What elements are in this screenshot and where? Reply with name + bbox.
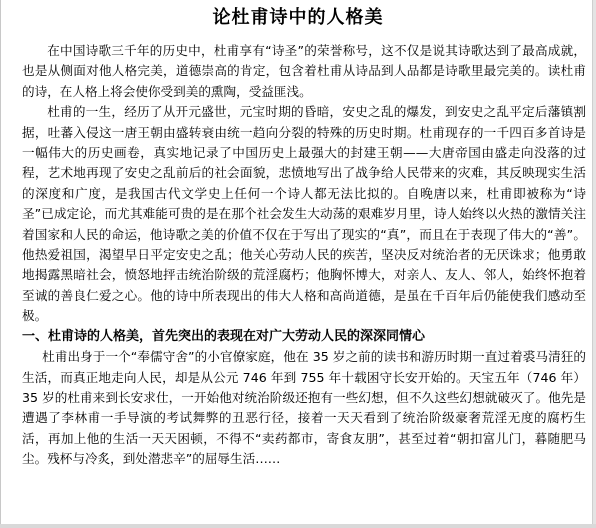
bottom-edge bbox=[0, 524, 596, 528]
life-paragraph: 杜甫的一生，经历了从开元盛世，元宝时期的昏暗，安史之乱的爆发，到安史之乱平定后藩镇割据，吐蕃入侵这一唐王朝由盛转衰由统一趋向分裂的特殊的历史时期。杜甫现存的一千四百多首诗是一幅伟大的历史画卷，真实地记录了中国历史上最强大的封建王朝——大唐帝国由盛走向没落的过程，艺术地再现了安史之乱前后的社会面貌，悲愤地写出了战争给人民带来的灾难，其反映现实生活的深度和广度，是我国古代文学史上任何一个诗人都无法比拟的。自晚唐以来，杜甫即被称为“诗圣”已成定论，而尤其难能可贵的是在那个社会发生大动荡的艰难岁月里，诗人始终以火热的激情关注着国家和人民的命运，他诗歌之美的价值不仅在于写出了现实的“真”，而且在于表现了伟大的“善”。他热爱祖国，渴望早日平定安史之乱；他关心劳动人民的疾苦，坚决反对统治者的无厌诛求；他勇敢地揭露黑暗社会，愤怒地抨击统治阶级的荒淫腐朽；他胸怀博大，对亲人、友人、邻人，始终怀抱着至诚的善良仁爱之心。他的诗中所表现出的伟大人格和高尚道德，是虽在千百年后仍能使我们感动至极。 bbox=[22, 104, 586, 324]
intro-paragraph: 在中国诗歌三千年的历史中，杜甫享有“诗圣”的荣誉称号，这不仅是说其诗歌达到了最高成就，也是从侧面对他人格完美，道德崇高的肯定，包含着杜甫从诗品到人品都是诗歌里最完美的。读杜甫的诗，在人格上将会使你受到美的熏陶，受益匪浅。 bbox=[22, 43, 586, 99]
section-heading: 一、杜甫诗的人格美，首先突出的表现在对广大劳动人民的深深同情心 bbox=[22, 328, 426, 344]
document-body bbox=[22, 41, 586, 470]
section-paragraph: 杜甫出身于一个“奉儒守舍”的小官僚家庭，他在 35 岁之前的读书和游历时期一直过着裘马清狂的生活，而真正地走向人民，却是从公元 746 年到 755 年十载困守长安开始的。天宝五年（746 年）35 岁的杜甫来到长安求仕，一开始他对统治阶级还抱有一些幻想，但不久这些幻想就破灭了。他先是遭遇了李林甫一手导演的考试舞弊的丑恶行径，接着一天天看到了统治阶级豪奢荒淫无度的腐朽生活，再加上他的生活一天天困顿，不得不“卖药都市，寄食友朋”，甚至过着“朝扣富儿门，暮随肥马尘。残杯与冷炙，到处潜悲辛”的屈辱生活…… bbox=[22, 349, 586, 467]
scrollbar-edge bbox=[592, 0, 596, 528]
document-title: 论杜甫诗中的人格美 bbox=[212, 7, 384, 28]
left-border bbox=[0, 0, 1, 528]
